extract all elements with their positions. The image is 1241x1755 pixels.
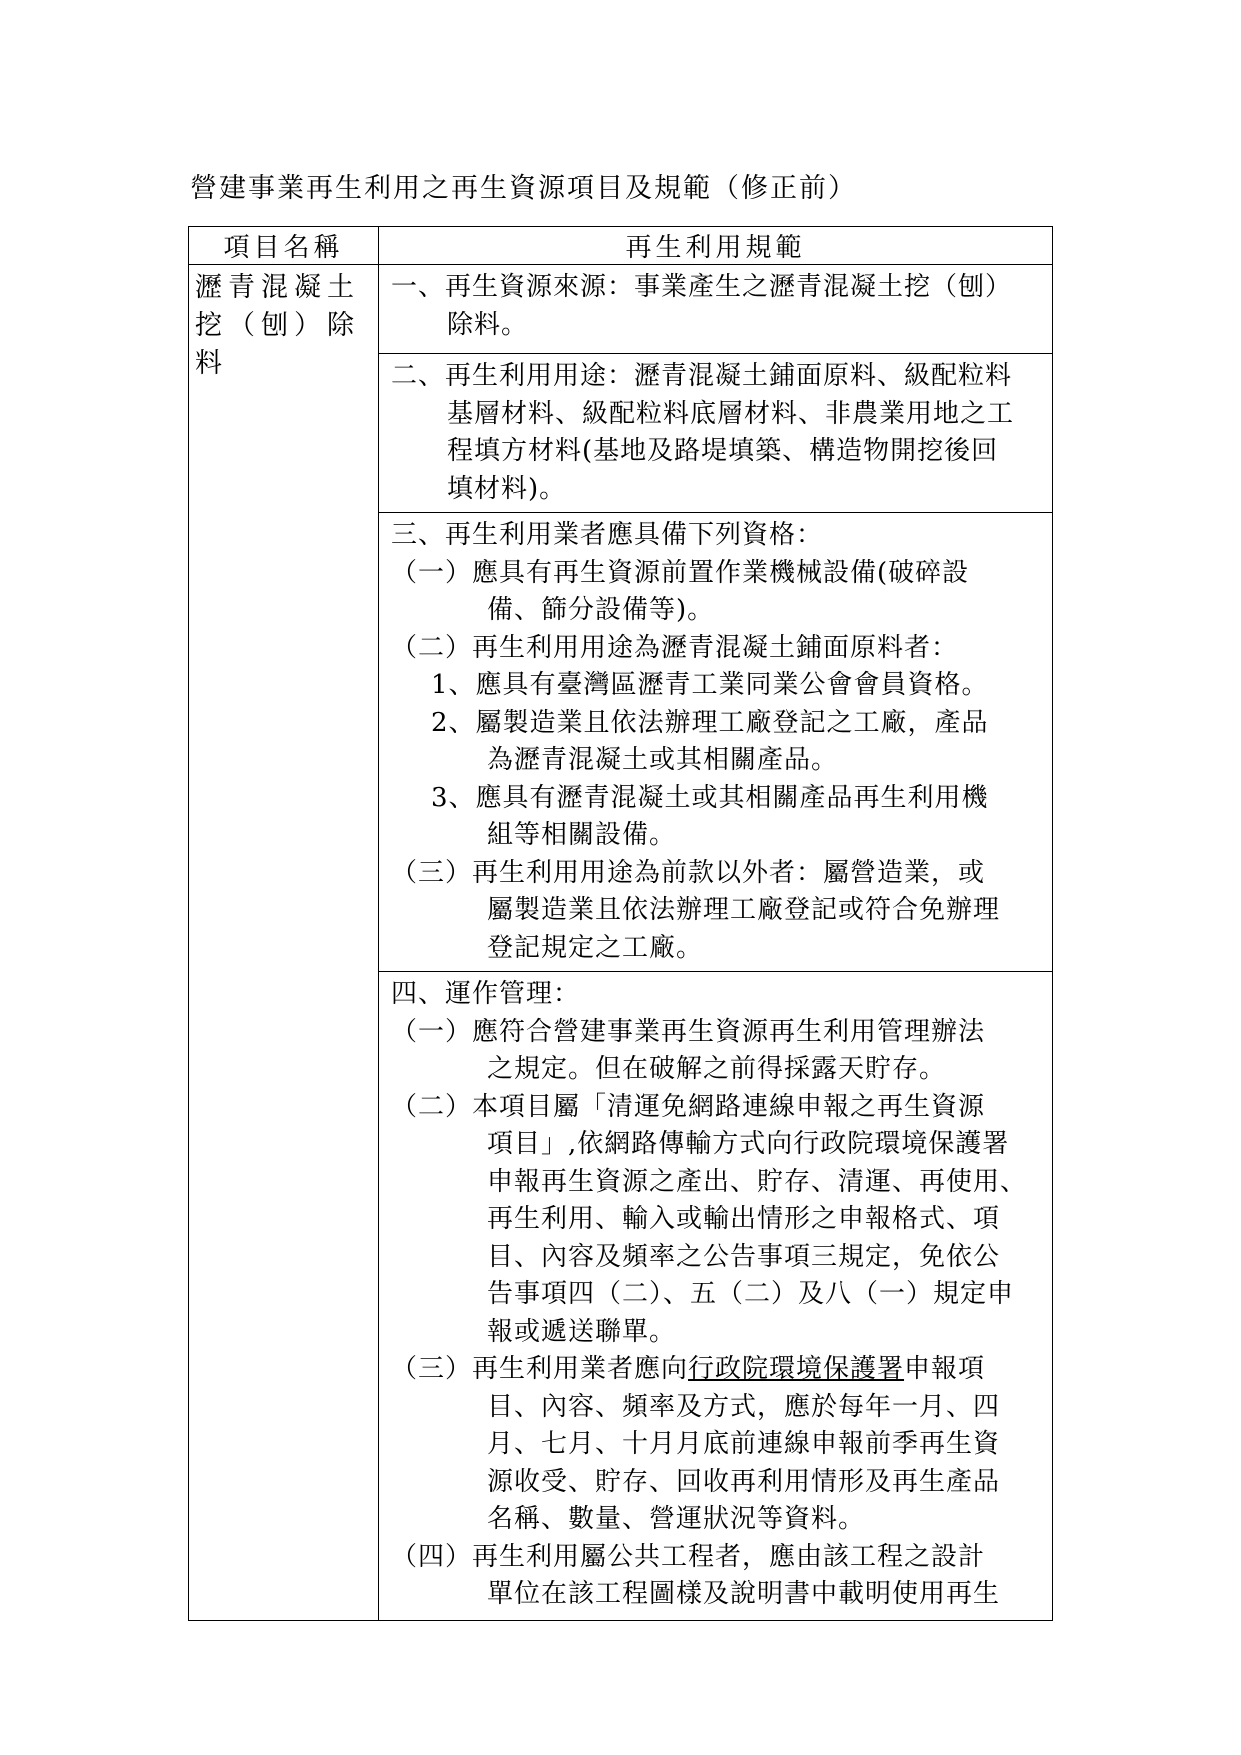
line: 程填方材料(基地及路堤填築、構造物開挖後回 xyxy=(447,436,999,466)
line: 源收受、貯存、回收再利用情形及再生產品 xyxy=(487,1466,1001,1497)
line: 備、篩分設備等)。 xyxy=(487,595,715,625)
line: 目、內容、頻率及方式，應於每年一月、四 xyxy=(487,1391,1001,1422)
line: 申報再生資源之產出、貯存、清運、再使用、 xyxy=(487,1166,1028,1197)
table-header-row xyxy=(189,227,1053,265)
page-title: 營建事業再生利用之再生資源項目及規範（修正前） xyxy=(190,173,857,204)
table-row xyxy=(189,265,1053,354)
line: 1、應具有臺灣區瀝青工業同業公會會員資格。 xyxy=(431,670,989,700)
line: 之規定。但在破解之前得採露天貯存。 xyxy=(487,1054,947,1084)
line: 除料。 xyxy=(447,309,529,340)
line-part: 申報項 xyxy=(904,1354,986,1384)
underlined-agency: 行政院環境保護署 xyxy=(688,1354,905,1384)
line-part: （三）再生利用業者應向 xyxy=(391,1354,689,1384)
line: 2、屬製造業且依法辦理工廠登記之工廠，產品 xyxy=(431,707,989,738)
section-management xyxy=(379,972,1053,1621)
line: 基層材料、級配粒料底層材料、非農業用地之工 xyxy=(447,398,1015,429)
line: 屬製造業且依法辦理工廠登記或符合免辦理 xyxy=(487,895,1001,925)
line: 登記規定之工廠。 xyxy=(487,932,704,963)
header-item-name: 項目名稱 xyxy=(189,227,379,265)
line: 名稱、數量、營運狀況等資料。 xyxy=(487,1504,866,1534)
line: 為瀝青混凝土或其相關產品。 xyxy=(487,745,839,775)
line: 3、應具有瀝青混凝土或其相關產品再生利用機 xyxy=(431,782,989,813)
line: 告事項四（二）、五（二）及八（一）規定申 xyxy=(487,1279,1015,1309)
line: 單位在該工程圖樣及說明書中載明使用再生 xyxy=(487,1579,1001,1609)
line: 組等相關設備。 xyxy=(487,820,677,850)
line: （一）應符合營建事業再生資源再生利用管理辦法 xyxy=(391,1016,986,1047)
section-usage xyxy=(379,354,1053,513)
section-source xyxy=(379,265,1053,354)
line: 三、再生利用業者應具備下列資格： xyxy=(391,520,824,550)
section-qualification xyxy=(379,513,1053,972)
item-name-cell: 瀝青混凝土挖（刨）除料 xyxy=(189,265,379,1621)
line: 再生利用、輸入或輸出情形之申報格式、項 xyxy=(487,1204,1001,1234)
line: （四）再生利用屬公共工程者，應由該工程之設計 xyxy=(391,1541,986,1572)
line: 二、再生利用用途：瀝青混凝土鋪面原料、級配粒料 xyxy=(391,361,1013,391)
line xyxy=(391,1351,1042,1389)
line: 目、內容及頻率之公告事項三規定，免依公 xyxy=(487,1241,1001,1272)
line: 四、運作管理： xyxy=(391,979,581,1009)
line: 填材料)。 xyxy=(447,473,567,504)
line: 項目」,依網路傳輸方式向行政院環境保護署 xyxy=(487,1129,1010,1159)
line: （二）本項目屬「清運免網路連線申報之再生資源 xyxy=(391,1091,986,1122)
line: （三）再生利用用途為前款以外者：屬營造業，或 xyxy=(391,857,986,888)
line: 報或遞送聯單。 xyxy=(487,1316,677,1347)
header-spec: 再生利用規範 xyxy=(379,227,1053,265)
line: 一、再生資源來源：事業產生之瀝青混凝土挖（刨） xyxy=(391,272,1013,302)
line: 月、七月、十月月底前連線申報前季再生資 xyxy=(487,1429,1001,1459)
line: （一）應具有再生資源前置作業機械設備(破碎設 xyxy=(391,557,970,588)
line: （二）再生利用用途為瀝青混凝土鋪面原料者： xyxy=(391,632,959,663)
specification-table xyxy=(188,226,1053,1621)
